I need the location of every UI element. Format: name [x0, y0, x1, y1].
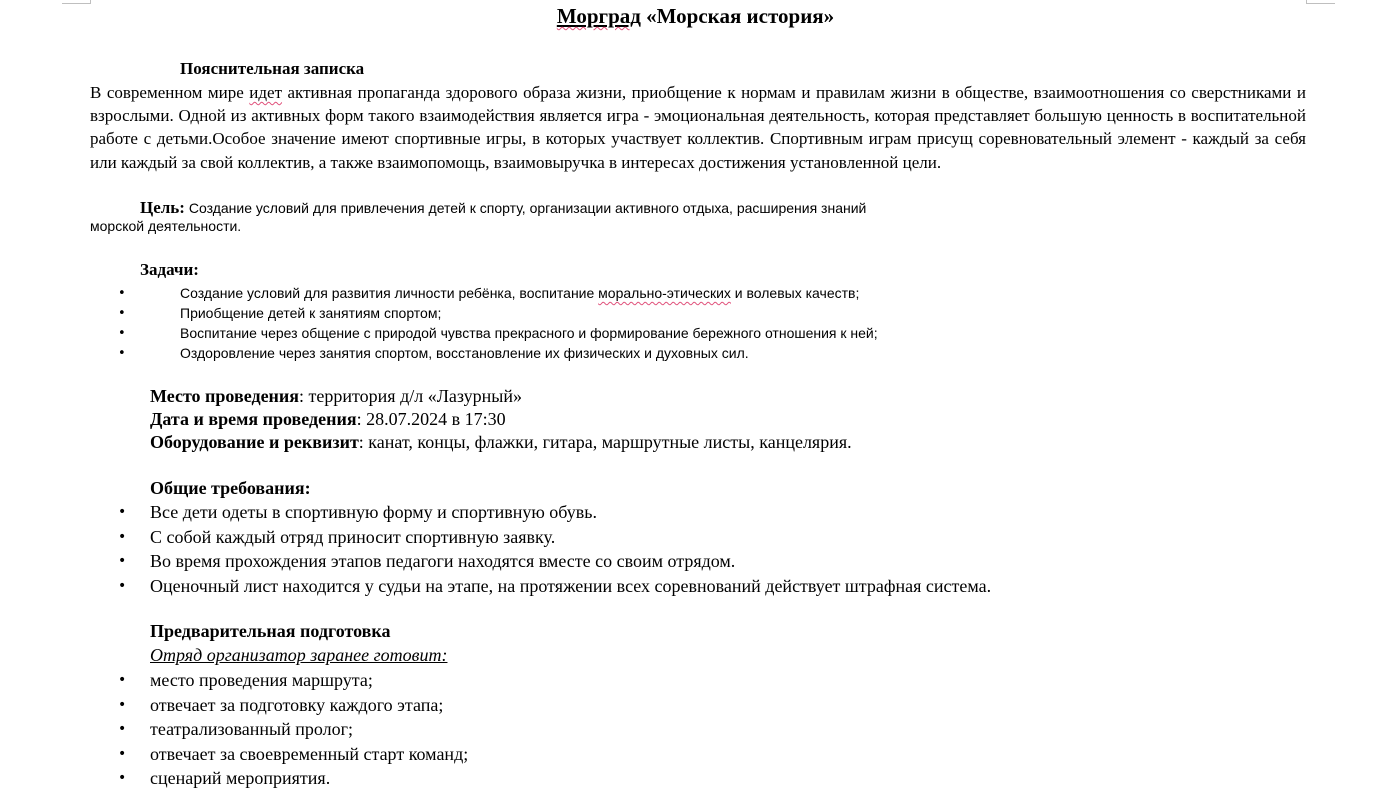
paragraph-text-rest: активная пропаганда здорового образа жизни, приобщение к нормам и правилам жизни в обществе, взаимоотношения со сверстниками и взрослыми. Одной из активных форм такого взаимодействия является игра - эмоциональная деятельность, которая представляет большую ценность в воспитательной работе с детьми.Особое значение имеют спортивные игры, в которых участвует коллектив. Спортивным играм присущ соревновательный элемент - каждый за себя или каждый за свой коллектив, а также взаимопомощь, взаимовыручка в интересах достижения установленной цели.: [90, 83, 1306, 172]
preparation-text: отвечает за подготовку каждого этапа;: [150, 694, 444, 715]
preparation-heading: Предварительная подготовка: [150, 621, 391, 641]
place-line: [150, 385, 852, 408]
date-line: [150, 408, 852, 431]
tasks-heading: Задачи:: [140, 260, 199, 279]
title-word-morgrad: Морград: [556, 4, 641, 28]
bullet-icon: •: [118, 528, 127, 545]
event-info-block: [150, 385, 852, 454]
bullet-icon: •: [118, 326, 126, 341]
goal-label: Цель:: [140, 198, 185, 217]
task-text: Оздоровление через занятия спортом, восстановление их физических и духовных сил.: [180, 345, 749, 361]
task-text: [180, 283, 859, 303]
date-value: : 28.07.2024 в 17:30: [356, 409, 506, 429]
bullet-icon: •: [118, 346, 126, 361]
requirement-text: С собой каждый отряд приносит спортивную заявку.: [150, 526, 556, 547]
requirement-text: Во время прохождения этапов педагоги находятся вместе со своим отрядом.: [150, 551, 736, 571]
preparation-subheading: Отряд организатор заранее готовит:: [150, 645, 448, 665]
preparation-text: сценарий мероприятия.: [150, 768, 331, 788]
paragraph-text-start: В современном мире: [90, 83, 250, 102]
bullet-icon: •: [118, 286, 126, 301]
requirements-heading: Общие требования:: [150, 478, 311, 498]
equipment-value: : канат, концы, флажки, гитара, маршрутные листы, канцелярия.: [358, 432, 852, 452]
bullet-icon: •: [118, 696, 127, 713]
goal-line: [140, 198, 866, 218]
place-label: Место проведения: [150, 386, 300, 406]
date-label: Дата и время проведения: [150, 409, 357, 429]
bullet-icon: •: [118, 770, 127, 786]
place-value: : территория д/л «Лазурный»: [299, 386, 523, 406]
task-text: Приобщение детей к занятиям спортом;: [180, 305, 442, 321]
task-text-part: и волевых качеств;: [730, 285, 860, 301]
task-spellcheck-word: морально-этических: [598, 285, 731, 301]
bullet-icon: •: [118, 553, 127, 569]
document-title: [0, 4, 1391, 29]
bullet-icon: •: [118, 504, 127, 520]
bullet-icon: •: [118, 672, 127, 688]
explanatory-heading: Пояснительная записка: [180, 59, 365, 78]
requirement-text: Оценочный лист находится у судьи на этапе, на протяжении всех соревнований действует штрафная система.: [150, 575, 992, 596]
explanatory-paragraph: [90, 81, 1306, 174]
preparation-text: место проведения маршрута;: [150, 670, 373, 690]
preparation-text: театрализованный пролог;: [150, 719, 353, 739]
paragraph-spellcheck-word: идет: [249, 83, 283, 102]
requirement-text: Все дети одеты в спортивную форму и спортивную обувь.: [150, 502, 597, 522]
title-rest: «Морская история»: [640, 4, 835, 28]
bullet-icon: •: [118, 306, 126, 321]
equipment-label: Оборудование и реквизит: [150, 432, 359, 452]
preparation-text: отвечает за своевременный старт команд;: [150, 743, 469, 764]
goal-text: Создание условий для привлечения детей к спорту, организации активного отдыха, расширения знаний: [184, 200, 867, 216]
task-text: Воспитание через общение с природой чувства прекрасного и формирование бережного отношения к ней;: [180, 325, 878, 341]
bullet-icon: •: [118, 745, 127, 762]
bullet-icon: •: [118, 721, 127, 737]
equipment-line: [150, 431, 852, 454]
goal-text-continuation: морской деятельности.: [90, 218, 242, 234]
bullet-icon: •: [118, 577, 127, 594]
task-text-part: Создание условий для развития личности ребёнка, воспитание: [180, 285, 599, 301]
